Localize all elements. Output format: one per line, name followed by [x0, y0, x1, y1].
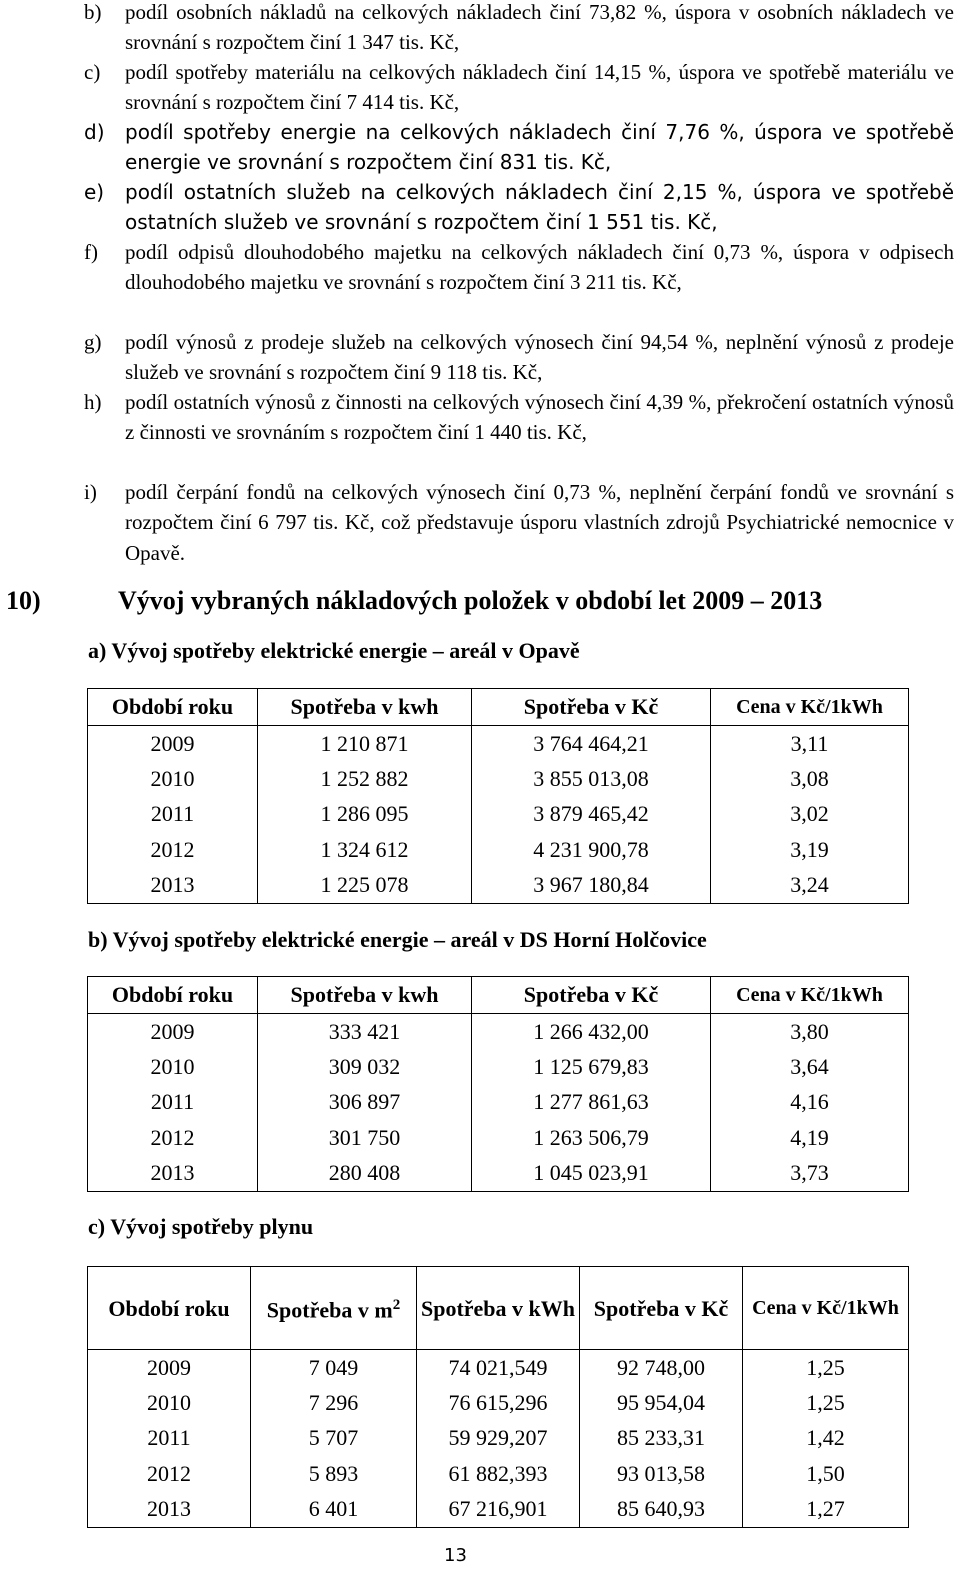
table-cell: 93 013,58 — [580, 1456, 743, 1491]
table-cell: 1,25 — [743, 1385, 909, 1420]
list-marker: b) — [84, 0, 102, 24]
list-item-g — [84, 327, 954, 388]
table-cell: 74 021,549 — [417, 1350, 580, 1386]
table-cell: 301 750 — [258, 1120, 472, 1155]
list-item-f — [84, 237, 954, 298]
table-cell: 2011 — [88, 1085, 258, 1120]
list-text: podíl odpisů dlouhodobého majetku na celkových nákladech činí 0,73 %, úspora v odpisech dlouhodobého majetku ve srovnání s rozpočtem činí 3 211 tis. Kč, — [125, 240, 954, 295]
column-header: Cena v Kč/1kWh — [743, 1267, 909, 1350]
list-text: podíl výnosů z prodeje služeb na celkových výnosech činí 94,54 %, neplnění výnosů z prodeje služeb ve srovnání s rozpočtem činí 9 118 tis. Kč, — [125, 330, 954, 385]
list-item-i — [84, 477, 954, 568]
list-item-b — [84, 0, 954, 58]
table-cell: 2010 — [88, 1049, 258, 1084]
column-header: Období roku — [88, 977, 258, 1014]
list-marker: f) — [84, 240, 98, 264]
table-b-title: b) Vývoj spotřeby elektrické energie – areál v DS Horní Holčovice — [88, 927, 707, 952]
table-cell: 3,19 — [711, 832, 909, 867]
table-cell: 3,24 — [711, 868, 909, 904]
table-cell: 1 286 095 — [258, 797, 472, 832]
table-cell: 85 233,31 — [580, 1421, 743, 1456]
list-item-h — [84, 387, 954, 448]
table-row — [88, 1350, 909, 1386]
table-cell: 1 277 861,63 — [472, 1085, 711, 1120]
table-cell: 1,25 — [743, 1350, 909, 1386]
table-row — [88, 1014, 909, 1050]
table-cell: 5 893 — [251, 1456, 417, 1491]
column-header: Cena v Kč/1kWh — [711, 689, 909, 726]
table-a-title: a) Vývoj spotřeby elektrické energie – areál v Opavě — [88, 638, 580, 663]
table-row — [88, 1049, 909, 1084]
table-c — [87, 1266, 909, 1528]
table-cell: 1 125 679,83 — [472, 1049, 711, 1084]
table-cell: 85 640,93 — [580, 1492, 743, 1528]
column-header: Spotřeba v $m^2$ — [251, 1267, 417, 1350]
table-cell: 2011 — [88, 1421, 251, 1456]
table-cell: 59 929,207 — [417, 1421, 580, 1456]
table-cell: 4,19 — [711, 1120, 909, 1155]
table-row — [88, 868, 909, 904]
table-cell: 2009 — [88, 1014, 258, 1050]
table-row — [88, 761, 909, 796]
table-cell: 2012 — [88, 1456, 251, 1491]
table-cell: 7 296 — [251, 1385, 417, 1420]
table-cell: 1 210 871 — [258, 726, 472, 762]
table-row — [88, 1421, 909, 1456]
table-cell: 95 954,04 — [580, 1385, 743, 1420]
list-text: podíl ostatních výnosů z činnosti na celkových výnosech činí 4,39 %, překročení ostatních výnosů z činnosti ve srovnáním s rozpočtem činí 1 440 tis. Kč, — [125, 390, 954, 445]
table-cell: 1 324 612 — [258, 832, 472, 867]
column-header: Spotřeba v kwh — [258, 689, 472, 726]
table-cell: 1,50 — [743, 1456, 909, 1491]
table-row — [88, 726, 909, 762]
table-cell: 2010 — [88, 761, 258, 796]
table-cell: 3,80 — [711, 1014, 909, 1050]
column-header: Spotřeba v Kč — [580, 1267, 743, 1350]
table-cell: 1 252 882 — [258, 761, 472, 796]
table-header-row — [88, 689, 909, 726]
table-cell: 5 707 — [251, 1421, 417, 1456]
table-cell: 4,16 — [711, 1085, 909, 1120]
table-c-title: c) Vývoj spotřeby plynu — [88, 1214, 314, 1239]
list-text: podíl ostatních služeb na celkových nákladech činí 2,15 %, úspora ve spotřebě ostatních služeb ve srovnání s rozpočtem činí 1 551 tis. Kč, — [125, 180, 954, 235]
table-b — [87, 976, 909, 1192]
table-cell: 2013 — [88, 1492, 251, 1528]
table-cell: 2013 — [88, 868, 258, 904]
table-row — [88, 1085, 909, 1120]
list-marker: i) — [84, 480, 97, 504]
table-header-row — [88, 1267, 909, 1350]
table-cell: 2009 — [88, 726, 258, 762]
list-item-d — [84, 117, 954, 178]
table-cell: 2010 — [88, 1385, 251, 1420]
table-cell: 1,27 — [743, 1492, 909, 1528]
section-number: 10) — [6, 586, 41, 615]
table-cell: 333 421 — [258, 1014, 472, 1050]
list-marker: c) — [84, 60, 101, 84]
table-cell: 2013 — [88, 1156, 258, 1192]
list-marker: e) — [84, 180, 105, 204]
table-cell: 3,08 — [711, 761, 909, 796]
table-cell: 1,42 — [743, 1421, 909, 1456]
list-item-e — [84, 177, 954, 238]
table-cell: 2011 — [88, 797, 258, 832]
table-cell: 309 032 — [258, 1049, 472, 1084]
table-cell: 1 225 078 — [258, 868, 472, 904]
table-cell: 2012 — [88, 1120, 258, 1155]
column-header: Spotřeba v Kč — [472, 977, 711, 1014]
list-text: podíl osobních nákladů na celkových nákladech činí 73,82 %, úspora v osobních nákladech ve srovnání s rozpočtem činí 1 347 tis. Kč, — [125, 0, 954, 55]
table-cell: 1 045 023,91 — [472, 1156, 711, 1192]
table-row — [88, 1456, 909, 1491]
column-header: Cena v Kč/1kWh — [711, 977, 909, 1014]
table-cell: 7 049 — [251, 1350, 417, 1386]
list-marker: h) — [84, 390, 102, 414]
table-row — [88, 1385, 909, 1420]
table-cell: 3,02 — [711, 797, 909, 832]
column-header: Spotřeba v Kč — [472, 689, 711, 726]
table-cell: 280 408 — [258, 1156, 472, 1192]
table-cell: 3 879 465,42 — [472, 797, 711, 832]
table-cell: 67 216,901 — [417, 1492, 580, 1528]
table-row — [88, 1120, 909, 1155]
table-cell: 3,11 — [711, 726, 909, 762]
list-text: podíl spotřeby energie na celkových nákladech činí 7,76 %, úspora ve spotřebě energie ve srovnání s rozpočtem činí 831 tis. Kč, — [125, 120, 954, 175]
table-row — [88, 832, 909, 867]
column-header: Spotřeba v kwh — [258, 977, 472, 1014]
table-cell: 61 882,393 — [417, 1456, 580, 1491]
table-cell: 1 266 432,00 — [472, 1014, 711, 1050]
table-cell: 3 855 013,08 — [472, 761, 711, 796]
list-text: podíl spotřeby materiálu na celkových nákladech činí 14,15 %, úspora ve spotřebě materiálu ve srovnání s rozpočtem činí 7 414 tis. Kč, — [125, 60, 954, 115]
table-cell: 4 231 900,78 — [472, 832, 711, 867]
table-cell: 3 967 180,84 — [472, 868, 711, 904]
table-a — [87, 688, 909, 904]
table-cell: 3,73 — [711, 1156, 909, 1192]
section-title: Vývoj vybraných nákladových položek v období let 2009 – 2013 — [118, 586, 823, 615]
table-row — [88, 1492, 909, 1528]
table-cell: 3 764 464,21 — [472, 726, 711, 762]
column-header: Spotřeba v kWh — [417, 1267, 580, 1350]
list-item-c — [84, 57, 954, 118]
table-row — [88, 797, 909, 832]
list-marker: d) — [84, 120, 105, 144]
table-cell: 1 263 506,79 — [472, 1120, 711, 1155]
table-cell: 92 748,00 — [580, 1350, 743, 1386]
list-marker: g) — [84, 330, 102, 354]
table-cell: 6 401 — [251, 1492, 417, 1528]
table-cell: 306 897 — [258, 1085, 472, 1120]
column-header: Období roku — [88, 689, 258, 726]
table-cell: 2009 — [88, 1350, 251, 1386]
table-cell: 2012 — [88, 832, 258, 867]
table-cell: 3,64 — [711, 1049, 909, 1084]
table-header-row — [88, 977, 909, 1014]
page-number: 13 — [444, 1545, 467, 1566]
table-cell: 76 615,296 — [417, 1385, 580, 1420]
table-row — [88, 1156, 909, 1192]
column-header: Období roku — [88, 1267, 251, 1350]
list-text: podíl čerpání fondů na celkových výnosech činí 0,73 %, neplnění čerpání fondů ve srovnání s rozpočtem činí 6 797 tis. Kč, což představuje úsporu vlastních zdrojů Psychiatrické nemocnice v Opavě. — [125, 480, 954, 565]
